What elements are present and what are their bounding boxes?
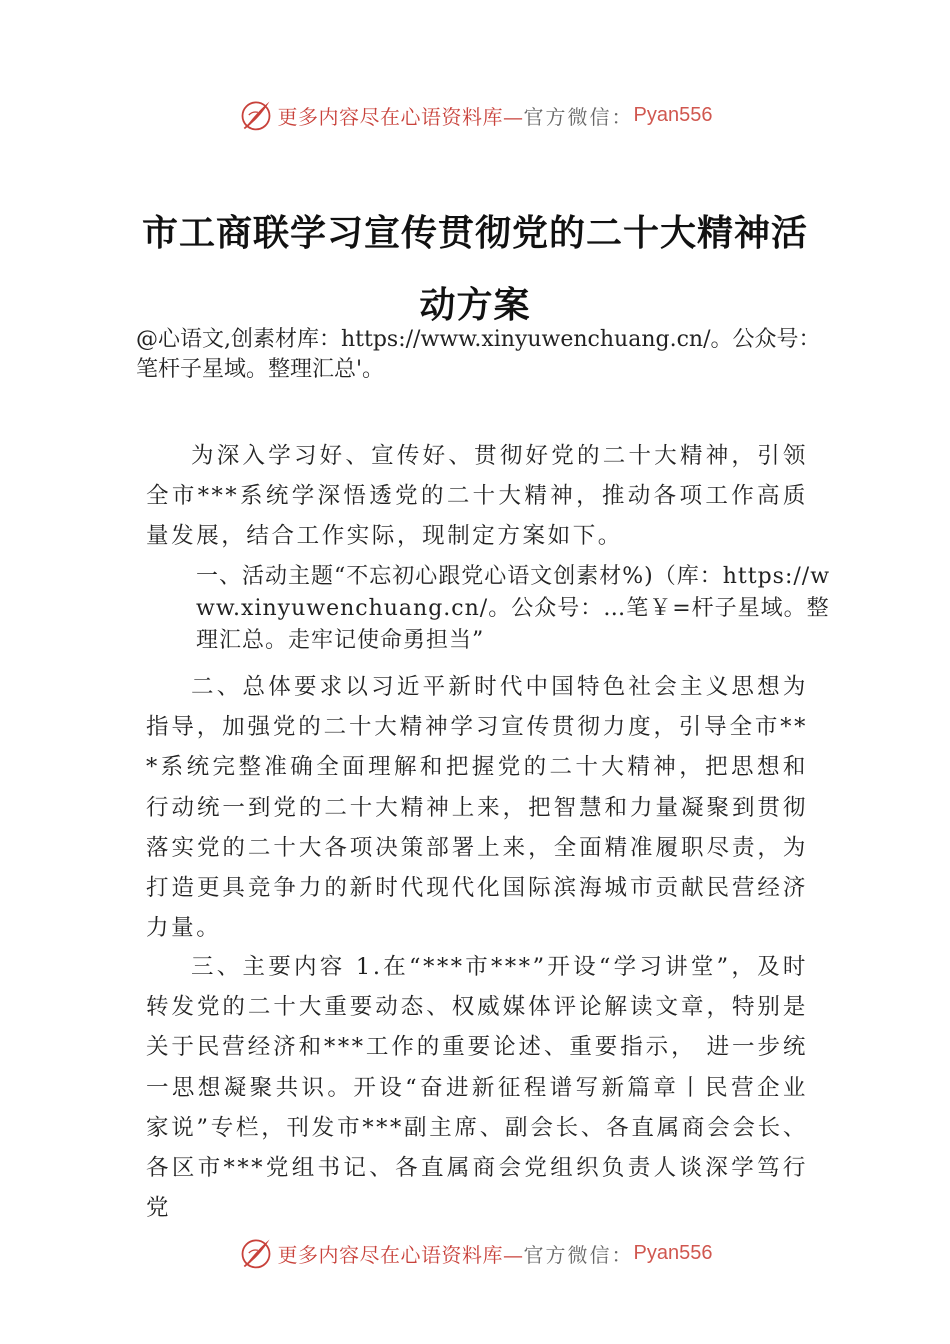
footer-wechat-id: Pyan556 (633, 1241, 713, 1264)
paragraph-requirements: 二、总体要求以习近平新时代中国特色社会主义思想为指导，加强党的二十大精神学习宣传贯彻力度，引导全市***系统完整准确全面理解和把握党的二十大精神，把思想和行动统一到党的二十大精神上来，把智慧和力量凝聚到贯彻落实党的二十大各项决策部署上来，全面精准履职尽责，为打造更具竞争力的新时代现代化国际滨海城市贡献民营经济力量。 (146, 674, 808, 942)
paragraph-intro: 为深入学习好、宣传好、贯彻好党的二十大精神，引领全市***系统学深悟透党的二十大精神，推动各项工作高质量发展，结合工作实际，现制定方案如下。 (146, 443, 808, 550)
paragraph-theme: 一、活动主题“不忘初心跟党心语文创素材%)（库：https://www.xinyuwenchuang.cn/。公众号：…笔￥=杆子星域。整理汇总。走牢记使命勇担当” (196, 564, 831, 653)
source-credit: @心语文,创素材库：https://www.xinyuwenchuang.cn/。公众号：笔杆子星域。整理汇总'。 (136, 327, 821, 382)
header-banner (0, 95, 950, 135)
footer-banner (0, 1233, 950, 1273)
document-title-line-1: 市工商联学习宣传贯彻党的二十大精神活 (141, 212, 808, 254)
document-title-line-2: 动方案 (419, 284, 531, 326)
footer-wechat-label: 官方微信： (523, 1242, 634, 1267)
quill-logo-icon (238, 97, 274, 133)
banner-text: 更多内容尽在心语资料库— (277, 104, 524, 129)
footer-banner-text: 更多内容尽在心语资料库— (277, 1242, 524, 1267)
quill-logo-icon (238, 1235, 274, 1271)
paragraph-content: 三、主要内容 1.在“***市***”开设“学习讲堂”，及时转发党的二十大重要动态、权威媒体评论解读文章，特别是关于民营经济和***工作的重要论述、重要指示， 进一步统一思想凝聚共识。开设“奋进新征程谱写新篇章丨民营企业家说”专栏，刊发市***副主席、副会长、各直属商会会长、各区市***党组书记、各直属商会党组织负责人谈深学笃行党 (146, 954, 808, 1222)
banner-wechat-id: Pyan556 (633, 103, 713, 126)
banner-wechat-label: 官方微信： (523, 104, 634, 129)
